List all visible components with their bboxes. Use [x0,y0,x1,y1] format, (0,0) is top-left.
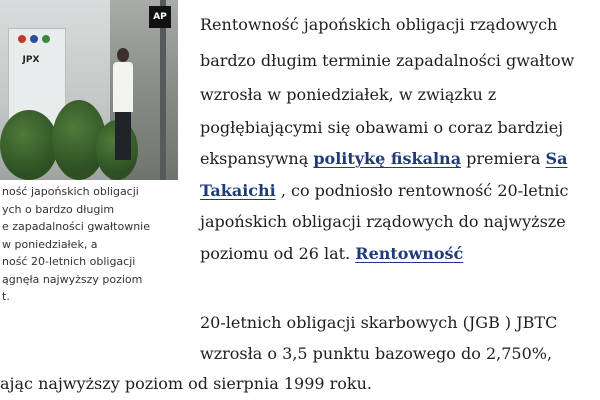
article-line: Rentowność japońskich obligacji rządowych [200,15,558,34]
ap-badge: AP [149,6,171,28]
caption-line: e zapadalności gwałtownie [2,220,150,233]
caption-line: ągnęła najwyższy poziom [2,272,143,286]
article-line: pogłębiającymi się obawami o coraz bardziej [200,118,564,137]
yield-link[interactable]: Rentowność [355,244,464,263]
prime-minister-link-cont[interactable]: Takaichi [200,181,276,200]
fiscal-policy-link[interactable]: politykę fiskalną [313,149,462,168]
article-text: ekspansywną [200,149,314,168]
article-line: wzrosła w poniedziałek, w związku z [200,85,497,104]
caption-line: ność japońskich obligacji [2,185,139,198]
article-line [200,145,567,173]
caption-line: t. [2,290,10,303]
jpx-sign: JPX [22,55,40,65]
article-text: , co podniosło rentowność 20-letnic [275,181,569,200]
article-line: ając najwyższy poziom od sierpnia 1999 roku. [0,374,372,393]
article-line: bardzo długim terminie zapadalności gwałtow [200,51,575,70]
article-line: wzrosła o 3,5 punktu bazowego do 2,750%, [200,344,553,363]
caption-line: ych o bardzo długim [2,202,115,216]
article-text: premiera [461,149,546,168]
article-line: 20-letnich obligacji skarbowych (JGB ) JBTC [200,313,558,332]
article-line: japońskich obligacji rządowych do najwyższe [200,212,566,231]
caption-line: w poniedziałek, a [2,237,98,251]
prime-minister-link[interactable]: Sa [545,149,568,168]
caption-line: ność 20-letnich obligacji [2,255,136,268]
article-text: poziomu od 26 lat. [200,244,356,263]
article-line [200,177,569,205]
article-line [200,240,463,268]
